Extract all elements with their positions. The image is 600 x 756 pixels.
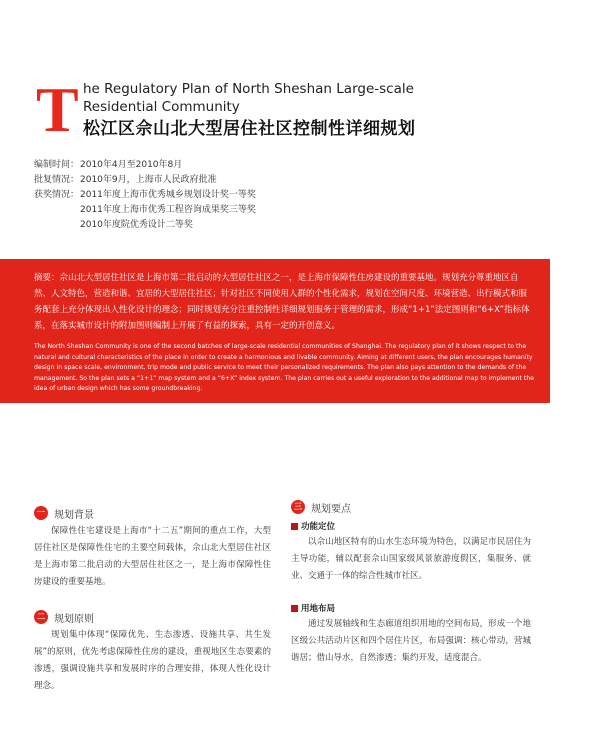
section-1-title: 规划背景 (54, 509, 94, 521)
meta-time-value: 2010年4月至2010年8月 (80, 160, 183, 170)
section-3-heading (291, 500, 351, 514)
subsection-function-text: 以佘山地区特有的山水生态环境为特色，以满足市民居住为主导功能，辅以配套佘山国家级风景旅游度假区，集服务、就业、交通于一体的综合性城市社区。 (291, 537, 531, 581)
meta-award-3: 2010年度院优秀设计二等奖 (80, 220, 193, 230)
project-meta (34, 158, 256, 233)
section-2-text: 规划集中体现“保障优先、生态渗透、设施共享、共生发展”的原则，优先考虑保障性住房的建设，重视地区生态要素的渗透，强调设施共享和发展时序的合理安排，体现人性化设计理念。 (34, 630, 271, 691)
abstract-english: The North Sheshan Community is one of the second batches of large-scale residential communities of Shanghai. The regulatory plan of it shows respect to the natural and cultural characteristics of the place in order to create a harmonious and livable community. Aiming at different users, the plan encourages humanity design in space scale, environment, trip mode and public service to meet their personalized requirements. The plan also pays attention to the demands of the management. So the plan sets a “1+1” map system and a “6+X” index system. The plan carries out a useful exploration to the additional map to implement the idea of urban design which has some groundbreaking. (34, 343, 535, 392)
subsection-landuse-title: 用地布局 (301, 604, 336, 614)
title-english (83, 80, 443, 116)
meta-award-row (34, 188, 256, 203)
meta-approval-key: 批复情况： (34, 175, 80, 185)
meta-approval-value: 2010年9月，上海市人民政府批准 (80, 175, 217, 185)
section-2-number: 二 (34, 610, 48, 624)
title-drop-cap: T (36, 74, 79, 145)
meta-award-key: 获奖情况： (34, 190, 80, 200)
abstract-chinese: 摘要：佘山北大型居住社区是上海市第二批启动的大型居住社区之一，是上海市保障性住房建设的重要基地。规划充分尊重地区自然、人文特色，营造和谐、宜居的大型居住社区；针对社区不同使用人群的个性化需求，规划在空间尺度、环境营造、出行模式和服务配套上充分体现出人性化设计的理念；同时规划充分注重控制性详细规划服务于管理的需求，形成“1+1”法定图则和“6+X”指标体系，在落实城市设计的附加图则编制上开展了有益的探索，具有一定的开创意义。 (34, 273, 530, 331)
section-3-title: 规划要点 (311, 503, 351, 515)
title-block (36, 74, 576, 145)
section-1-number: 一 (34, 506, 48, 520)
title-english-line1: he Regulatory Plan of North Sheshan Large-scale (83, 81, 414, 97)
meta-approval-row (34, 173, 256, 188)
subsection-landuse-body (291, 616, 531, 667)
subsection-function-heading (291, 520, 335, 532)
meta-time-row (34, 158, 256, 173)
meta-time-key: 编制时间： (34, 160, 80, 170)
subsection-function-marker (291, 523, 298, 530)
subsection-function-body (291, 534, 531, 585)
section-3-number: 三 (291, 500, 305, 514)
section-2-title: 规划原则 (54, 613, 94, 625)
title-chinese: 松江区佘山北大型居住社区控制性详细规划 (83, 119, 416, 139)
section-1-heading (34, 506, 94, 520)
meta-award-2: 2011年度上海市优秀工程咨询成果奖三等奖 (80, 205, 256, 215)
subsection-landuse-heading (291, 602, 335, 614)
section-1-body (34, 523, 271, 591)
section-2-heading (34, 610, 94, 624)
title-english-line2: Residential Community (83, 99, 240, 115)
meta-award-1: 2011年度上海市优秀城乡规划设计奖一等奖 (80, 190, 256, 200)
subsection-landuse-marker (291, 605, 298, 612)
subsection-landuse-text: 通过发展轴线和生态廊道组织用地的空间布局，形成一个地区级公共活动片区和四个居住片区，布局强调：核心带动，营城谐居；借山导水，自然渗透；集约开发，适度混合。 (291, 619, 531, 663)
section-2-body (34, 627, 271, 695)
subsection-function-title: 功能定位 (301, 522, 336, 532)
section-1-text: 保障性住宅建设是上海市“十二五”期间的重点工作，大型居住社区是保障性住宅的主要空间载体，佘山北大型居住社区是上海市第二批启动的大型居住社区之一，是上海市保障性住房建设的重要基地。 (34, 526, 271, 587)
